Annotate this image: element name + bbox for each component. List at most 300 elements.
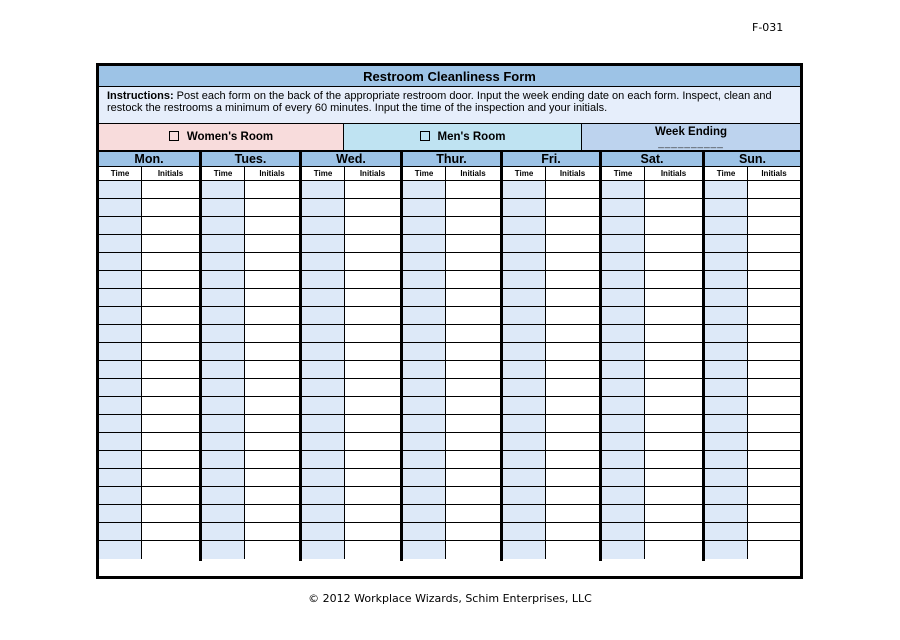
initials-cell[interactable] xyxy=(645,289,702,307)
time-cell[interactable] xyxy=(302,415,344,433)
initials-cell[interactable] xyxy=(245,253,299,271)
time-cell[interactable] xyxy=(302,289,344,307)
time-cell[interactable] xyxy=(705,343,747,361)
initials-cell[interactable] xyxy=(345,397,400,415)
initials-cell[interactable] xyxy=(546,235,599,253)
initials-cell[interactable] xyxy=(345,415,400,433)
time-cell[interactable] xyxy=(602,379,644,397)
initials-cell[interactable] xyxy=(645,325,702,343)
initials-cell[interactable] xyxy=(142,253,199,271)
initials-cell[interactable] xyxy=(345,253,400,271)
time-cell[interactable] xyxy=(403,433,445,451)
time-cell[interactable] xyxy=(99,361,141,379)
initials-cell[interactable] xyxy=(748,397,800,415)
time-cell[interactable] xyxy=(602,235,644,253)
time-cell[interactable] xyxy=(602,343,644,361)
time-cell[interactable] xyxy=(705,541,747,559)
time-cell[interactable] xyxy=(705,505,747,523)
time-cell[interactable] xyxy=(99,541,141,559)
time-cell[interactable] xyxy=(503,325,545,343)
initials-cell[interactable] xyxy=(245,487,299,505)
time-cell[interactable] xyxy=(602,397,644,415)
time-cell[interactable] xyxy=(705,235,747,253)
mens-room-option[interactable] xyxy=(344,124,582,150)
time-cell[interactable] xyxy=(705,289,747,307)
initials-cell[interactable] xyxy=(546,271,599,289)
initials-cell[interactable] xyxy=(748,289,800,307)
time-cell[interactable] xyxy=(403,361,445,379)
initials-cell[interactable] xyxy=(748,307,800,325)
initials-cell[interactable] xyxy=(748,415,800,433)
initials-cell[interactable] xyxy=(645,199,702,217)
initials-cell[interactable] xyxy=(245,289,299,307)
time-cell[interactable] xyxy=(302,307,344,325)
time-cell[interactable] xyxy=(705,451,747,469)
time-cell[interactable] xyxy=(302,361,344,379)
initials-cell[interactable] xyxy=(446,469,500,487)
time-cell[interactable] xyxy=(202,271,244,289)
initials-cell[interactable] xyxy=(345,523,400,541)
time-cell[interactable] xyxy=(705,199,747,217)
time-cell[interactable] xyxy=(705,523,747,541)
initials-cell[interactable] xyxy=(748,487,800,505)
time-cell[interactable] xyxy=(403,199,445,217)
time-cell[interactable] xyxy=(403,289,445,307)
initials-cell[interactable] xyxy=(345,199,400,217)
initials-cell[interactable] xyxy=(645,253,702,271)
time-cell[interactable] xyxy=(202,415,244,433)
time-cell[interactable] xyxy=(302,271,344,289)
initials-cell[interactable] xyxy=(645,469,702,487)
initials-cell[interactable] xyxy=(245,415,299,433)
time-cell[interactable] xyxy=(202,307,244,325)
initials-cell[interactable] xyxy=(142,289,199,307)
time-cell[interactable] xyxy=(99,235,141,253)
time-cell[interactable] xyxy=(302,487,344,505)
initials-cell[interactable] xyxy=(645,397,702,415)
week-ending-field[interactable] xyxy=(582,124,800,150)
time-cell[interactable] xyxy=(503,181,545,199)
time-cell[interactable] xyxy=(503,235,545,253)
time-cell[interactable] xyxy=(403,469,445,487)
time-cell[interactable] xyxy=(503,361,545,379)
initials-cell[interactable] xyxy=(142,469,199,487)
time-cell[interactable] xyxy=(99,271,141,289)
time-cell[interactable] xyxy=(403,487,445,505)
initials-cell[interactable] xyxy=(345,217,400,235)
time-cell[interactable] xyxy=(99,181,141,199)
time-cell[interactable] xyxy=(302,451,344,469)
time-cell[interactable] xyxy=(602,271,644,289)
time-cell[interactable] xyxy=(403,415,445,433)
time-cell[interactable] xyxy=(705,307,747,325)
time-cell[interactable] xyxy=(503,343,545,361)
time-cell[interactable] xyxy=(99,217,141,235)
initials-cell[interactable] xyxy=(446,217,500,235)
initials-cell[interactable] xyxy=(345,271,400,289)
time-cell[interactable] xyxy=(503,487,545,505)
time-cell[interactable] xyxy=(99,397,141,415)
time-cell[interactable] xyxy=(403,307,445,325)
time-cell[interactable] xyxy=(602,469,644,487)
time-cell[interactable] xyxy=(202,379,244,397)
initials-cell[interactable] xyxy=(345,469,400,487)
initials-cell[interactable] xyxy=(245,433,299,451)
initials-cell[interactable] xyxy=(142,361,199,379)
initials-cell[interactable] xyxy=(645,379,702,397)
initials-cell[interactable] xyxy=(245,541,299,559)
time-cell[interactable] xyxy=(99,451,141,469)
time-cell[interactable] xyxy=(602,487,644,505)
time-cell[interactable] xyxy=(302,199,344,217)
initials-cell[interactable] xyxy=(245,235,299,253)
initials-cell[interactable] xyxy=(546,397,599,415)
initials-cell[interactable] xyxy=(446,307,500,325)
time-cell[interactable] xyxy=(403,397,445,415)
time-cell[interactable] xyxy=(302,523,344,541)
initials-cell[interactable] xyxy=(446,289,500,307)
time-cell[interactable] xyxy=(202,541,244,559)
time-cell[interactable] xyxy=(602,361,644,379)
initials-cell[interactable] xyxy=(142,307,199,325)
initials-cell[interactable] xyxy=(645,541,702,559)
initials-cell[interactable] xyxy=(142,181,199,199)
time-cell[interactable] xyxy=(202,505,244,523)
initials-cell[interactable] xyxy=(446,487,500,505)
initials-cell[interactable] xyxy=(446,433,500,451)
time-cell[interactable] xyxy=(503,199,545,217)
time-cell[interactable] xyxy=(99,469,141,487)
time-cell[interactable] xyxy=(202,361,244,379)
time-cell[interactable] xyxy=(503,397,545,415)
time-cell[interactable] xyxy=(503,217,545,235)
time-cell[interactable] xyxy=(302,343,344,361)
initials-cell[interactable] xyxy=(245,343,299,361)
time-cell[interactable] xyxy=(99,505,141,523)
initials-cell[interactable] xyxy=(245,505,299,523)
time-cell[interactable] xyxy=(202,487,244,505)
initials-cell[interactable] xyxy=(645,487,702,505)
initials-cell[interactable] xyxy=(645,523,702,541)
time-cell[interactable] xyxy=(503,271,545,289)
initials-cell[interactable] xyxy=(645,181,702,199)
initials-cell[interactable] xyxy=(142,199,199,217)
initials-cell[interactable] xyxy=(645,307,702,325)
time-cell[interactable] xyxy=(202,289,244,307)
time-cell[interactable] xyxy=(705,469,747,487)
time-cell[interactable] xyxy=(403,325,445,343)
time-cell[interactable] xyxy=(503,289,545,307)
time-cell[interactable] xyxy=(705,397,747,415)
initials-cell[interactable] xyxy=(748,523,800,541)
initials-cell[interactable] xyxy=(142,325,199,343)
initials-cell[interactable] xyxy=(748,343,800,361)
initials-cell[interactable] xyxy=(645,235,702,253)
initials-cell[interactable] xyxy=(748,325,800,343)
time-cell[interactable] xyxy=(99,523,141,541)
initials-cell[interactable] xyxy=(748,451,800,469)
time-cell[interactable] xyxy=(602,325,644,343)
initials-cell[interactable] xyxy=(142,433,199,451)
time-cell[interactable] xyxy=(302,217,344,235)
time-cell[interactable] xyxy=(403,523,445,541)
initials-cell[interactable] xyxy=(446,271,500,289)
time-cell[interactable] xyxy=(302,397,344,415)
initials-cell[interactable] xyxy=(446,397,500,415)
initials-cell[interactable] xyxy=(345,289,400,307)
time-cell[interactable] xyxy=(403,181,445,199)
time-cell[interactable] xyxy=(403,379,445,397)
time-cell[interactable] xyxy=(705,325,747,343)
initials-cell[interactable] xyxy=(142,451,199,469)
initials-cell[interactable] xyxy=(345,181,400,199)
time-cell[interactable] xyxy=(602,415,644,433)
time-cell[interactable] xyxy=(202,397,244,415)
initials-cell[interactable] xyxy=(546,541,599,559)
time-cell[interactable] xyxy=(503,379,545,397)
initials-cell[interactable] xyxy=(446,361,500,379)
time-cell[interactable] xyxy=(503,307,545,325)
initials-cell[interactable] xyxy=(645,271,702,289)
time-cell[interactable] xyxy=(503,523,545,541)
time-cell[interactable] xyxy=(403,235,445,253)
time-cell[interactable] xyxy=(503,253,545,271)
initials-cell[interactable] xyxy=(546,253,599,271)
time-cell[interactable] xyxy=(503,469,545,487)
time-cell[interactable] xyxy=(705,361,747,379)
initials-cell[interactable] xyxy=(345,451,400,469)
time-cell[interactable] xyxy=(99,253,141,271)
mens-room-checkbox[interactable] xyxy=(420,131,430,141)
time-cell[interactable] xyxy=(99,379,141,397)
initials-cell[interactable] xyxy=(546,379,599,397)
initials-cell[interactable] xyxy=(748,541,800,559)
time-cell[interactable] xyxy=(602,253,644,271)
initials-cell[interactable] xyxy=(245,325,299,343)
time-cell[interactable] xyxy=(202,433,244,451)
initials-cell[interactable] xyxy=(645,451,702,469)
initials-cell[interactable] xyxy=(345,361,400,379)
initials-cell[interactable] xyxy=(245,199,299,217)
initials-cell[interactable] xyxy=(546,217,599,235)
initials-cell[interactable] xyxy=(546,343,599,361)
time-cell[interactable] xyxy=(602,523,644,541)
initials-cell[interactable] xyxy=(546,181,599,199)
time-cell[interactable] xyxy=(705,253,747,271)
initials-cell[interactable] xyxy=(245,451,299,469)
initials-cell[interactable] xyxy=(446,523,500,541)
time-cell[interactable] xyxy=(403,343,445,361)
initials-cell[interactable] xyxy=(142,343,199,361)
time-cell[interactable] xyxy=(99,343,141,361)
initials-cell[interactable] xyxy=(446,541,500,559)
time-cell[interactable] xyxy=(503,505,545,523)
time-cell[interactable] xyxy=(602,433,644,451)
time-cell[interactable] xyxy=(602,217,644,235)
time-cell[interactable] xyxy=(302,379,344,397)
time-cell[interactable] xyxy=(202,469,244,487)
initials-cell[interactable] xyxy=(142,487,199,505)
initials-cell[interactable] xyxy=(345,235,400,253)
time-cell[interactable] xyxy=(602,181,644,199)
time-cell[interactable] xyxy=(202,325,244,343)
time-cell[interactable] xyxy=(705,433,747,451)
initials-cell[interactable] xyxy=(345,487,400,505)
time-cell[interactable] xyxy=(202,217,244,235)
time-cell[interactable] xyxy=(99,487,141,505)
initials-cell[interactable] xyxy=(546,289,599,307)
time-cell[interactable] xyxy=(705,379,747,397)
initials-cell[interactable] xyxy=(446,451,500,469)
initials-cell[interactable] xyxy=(245,181,299,199)
time-cell[interactable] xyxy=(202,235,244,253)
initials-cell[interactable] xyxy=(748,505,800,523)
time-cell[interactable] xyxy=(705,271,747,289)
time-cell[interactable] xyxy=(302,541,344,559)
initials-cell[interactable] xyxy=(345,541,400,559)
time-cell[interactable] xyxy=(403,505,445,523)
initials-cell[interactable] xyxy=(245,271,299,289)
initials-cell[interactable] xyxy=(546,523,599,541)
week-ending-line[interactable]: __________ xyxy=(658,138,724,149)
time-cell[interactable] xyxy=(503,415,545,433)
initials-cell[interactable] xyxy=(446,379,500,397)
time-cell[interactable] xyxy=(202,343,244,361)
initials-cell[interactable] xyxy=(748,235,800,253)
initials-cell[interactable] xyxy=(748,199,800,217)
initials-cell[interactable] xyxy=(645,343,702,361)
time-cell[interactable] xyxy=(302,505,344,523)
initials-cell[interactable] xyxy=(245,361,299,379)
time-cell[interactable] xyxy=(602,199,644,217)
time-cell[interactable] xyxy=(403,271,445,289)
time-cell[interactable] xyxy=(403,217,445,235)
initials-cell[interactable] xyxy=(546,451,599,469)
time-cell[interactable] xyxy=(602,541,644,559)
initials-cell[interactable] xyxy=(748,217,800,235)
initials-cell[interactable] xyxy=(546,487,599,505)
time-cell[interactable] xyxy=(705,181,747,199)
time-cell[interactable] xyxy=(302,253,344,271)
initials-cell[interactable] xyxy=(645,433,702,451)
initials-cell[interactable] xyxy=(245,469,299,487)
initials-cell[interactable] xyxy=(142,505,199,523)
initials-cell[interactable] xyxy=(446,325,500,343)
initials-cell[interactable] xyxy=(142,271,199,289)
time-cell[interactable] xyxy=(99,415,141,433)
initials-cell[interactable] xyxy=(142,397,199,415)
initials-cell[interactable] xyxy=(748,469,800,487)
initials-cell[interactable] xyxy=(748,253,800,271)
initials-cell[interactable] xyxy=(446,253,500,271)
time-cell[interactable] xyxy=(202,181,244,199)
initials-cell[interactable] xyxy=(245,217,299,235)
time-cell[interactable] xyxy=(403,451,445,469)
initials-cell[interactable] xyxy=(546,199,599,217)
time-cell[interactable] xyxy=(705,487,747,505)
initials-cell[interactable] xyxy=(446,505,500,523)
time-cell[interactable] xyxy=(705,217,747,235)
time-cell[interactable] xyxy=(302,433,344,451)
initials-cell[interactable] xyxy=(245,379,299,397)
time-cell[interactable] xyxy=(99,325,141,343)
initials-cell[interactable] xyxy=(142,235,199,253)
time-cell[interactable] xyxy=(602,451,644,469)
initials-cell[interactable] xyxy=(546,325,599,343)
initials-cell[interactable] xyxy=(345,325,400,343)
initials-cell[interactable] xyxy=(245,397,299,415)
time-cell[interactable] xyxy=(202,523,244,541)
initials-cell[interactable] xyxy=(345,343,400,361)
time-cell[interactable] xyxy=(503,541,545,559)
time-cell[interactable] xyxy=(705,415,747,433)
initials-cell[interactable] xyxy=(446,343,500,361)
time-cell[interactable] xyxy=(302,235,344,253)
time-cell[interactable] xyxy=(503,451,545,469)
initials-cell[interactable] xyxy=(345,433,400,451)
initials-cell[interactable] xyxy=(546,469,599,487)
time-cell[interactable] xyxy=(503,433,545,451)
time-cell[interactable] xyxy=(602,289,644,307)
initials-cell[interactable] xyxy=(142,217,199,235)
initials-cell[interactable] xyxy=(446,181,500,199)
initials-cell[interactable] xyxy=(645,361,702,379)
initials-cell[interactable] xyxy=(142,523,199,541)
initials-cell[interactable] xyxy=(546,433,599,451)
initials-cell[interactable] xyxy=(446,199,500,217)
time-cell[interactable] xyxy=(202,253,244,271)
initials-cell[interactable] xyxy=(446,235,500,253)
time-cell[interactable] xyxy=(99,289,141,307)
initials-cell[interactable] xyxy=(748,379,800,397)
initials-cell[interactable] xyxy=(645,415,702,433)
time-cell[interactable] xyxy=(99,307,141,325)
time-cell[interactable] xyxy=(403,541,445,559)
time-cell[interactable] xyxy=(202,199,244,217)
initials-cell[interactable] xyxy=(645,505,702,523)
initials-cell[interactable] xyxy=(142,379,199,397)
initials-cell[interactable] xyxy=(645,217,702,235)
time-cell[interactable] xyxy=(602,505,644,523)
time-cell[interactable] xyxy=(202,451,244,469)
initials-cell[interactable] xyxy=(748,361,800,379)
time-cell[interactable] xyxy=(99,199,141,217)
time-cell[interactable] xyxy=(302,325,344,343)
initials-cell[interactable] xyxy=(748,271,800,289)
time-cell[interactable] xyxy=(302,469,344,487)
initials-cell[interactable] xyxy=(748,181,800,199)
initials-cell[interactable] xyxy=(546,361,599,379)
initials-cell[interactable] xyxy=(345,307,400,325)
time-cell[interactable] xyxy=(302,181,344,199)
initials-cell[interactable] xyxy=(546,415,599,433)
initials-cell[interactable] xyxy=(345,379,400,397)
initials-cell[interactable] xyxy=(245,523,299,541)
womens-room-option[interactable] xyxy=(99,124,344,150)
initials-cell[interactable] xyxy=(748,433,800,451)
time-cell[interactable] xyxy=(403,253,445,271)
initials-cell[interactable] xyxy=(546,505,599,523)
womens-room-checkbox[interactable] xyxy=(169,131,179,141)
time-cell[interactable] xyxy=(99,433,141,451)
initials-cell[interactable] xyxy=(245,307,299,325)
initials-cell[interactable] xyxy=(345,505,400,523)
initials-cell[interactable] xyxy=(446,415,500,433)
time-cell[interactable] xyxy=(602,307,644,325)
initials-cell[interactable] xyxy=(142,541,199,559)
initials-cell[interactable] xyxy=(142,415,199,433)
initials-cell[interactable] xyxy=(546,307,599,325)
